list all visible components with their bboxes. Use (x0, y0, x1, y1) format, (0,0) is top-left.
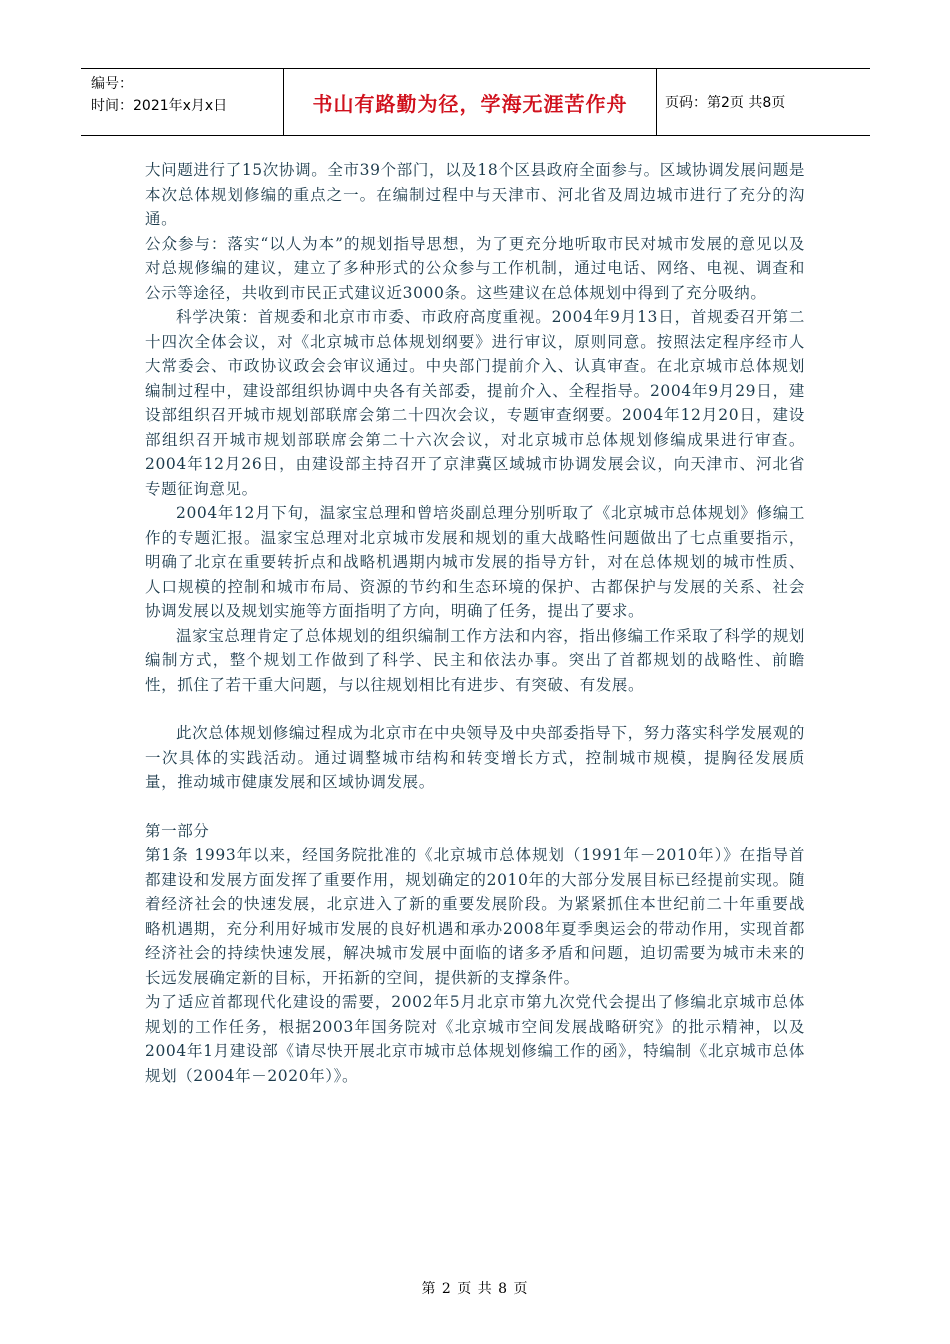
body-paragraph: 此次总体规划修编过程成为北京市在中央领导及中央部委指导下，努力落实科学发展观的一次具体的实践活动。通过调整城市结构和转变增长方式，控制城市规模，提胸径发展质量，推动城市健康发展和区域协调发展。 (145, 724, 805, 791)
body-paragraph: 科学决策：首规委和北京市市委、市政府高度重视。2004年9月13日，首规委召开第二十四次全体会议，对《北京城市总体规划纲要》进行审议，原则同意。按照法定程序经市人大常委会、市政协议政会会审议通过。中央部门提前介入、认真审查。在北京城市总体规划编制过程中，建设部组织协调中央各有关部委，提前介入、全程指导。2004年9月29日，建设部组织召开城市规划部联席会第二十四次会议，专题审查纲要。2004年12月20日，建设部组织召开城市规划部联席会第二十六次会议，对北京城市总体规划修编成果进行审查。2004年12月26日，由建设部主持召开了京津冀区域城市协调发展会议，向天津市、河北省专题征询意见。 (145, 308, 805, 498)
body-paragraph: 大问题进行了15次协调。全市39个部门，以及18个区县政府全面参与。区域协调发展问题是本次总体规划修编的重点之一。在编制过程中与天津市、河北省及周边城市进行了充分的沟通。 (145, 161, 805, 228)
page-footer: 第 2 页 共 8 页 (421, 1281, 529, 1297)
document-number-label: 编号： (91, 76, 133, 92)
body-paragraph: 为了适应首都现代化建设的需要，2002年5月北京市第九次党代会提出了修编北京城市总体规划的工作任务，根据2003年国务院对《北京城市空间发展战略研究》的批示精神，以及2004年1月建设部《请尽快开展北京市城市总体规划修编工作的函》，特编制《北京城市总体规划（2004年－2020年）》。 (145, 993, 805, 1085)
header-motto-cell (283, 69, 657, 135)
header-motto: 书山有路勤为径，学海无涯苦作舟 (312, 91, 628, 116)
header-meta (81, 69, 283, 135)
body-paragraph: 温家宝总理肯定了总体规划的组织编制工作方法和内容，指出修编工作采取了科学的规划编制方式，整个规划工作做到了科学、民主和依法办事。突出了首都规划的战略性、前瞻性，抓住了若干重大问题，与以往规划相比有进步、有突破、有发展。 (145, 626, 805, 694)
body-paragraph: 第1条 1993年以来，经国务院批准的《北京城市总体规划（1991年－2010年）》在指导首都建设和发展方面发挥了重要作用，规划确定的2010年的大部分发展目标已经提前实现。随着经济社会的快速发展，北京进入了新的重要发展阶段。为紧紧抓住本世纪前二十年重要战略机遇期，充分利用好城市发展的良好机遇和承办2008年夏季奥运会的带动作用，实现首都经济社会的持续快速发展，解决城市发展中面临的诸多矛盾和问题，迫切需要为城市未来的长远发展确定新的目标，开拓新的空间，提供新的支撑条件。 (145, 846, 805, 987)
document-body (145, 158, 805, 1088)
section-heading: 第一部分 (145, 821, 210, 840)
paragraph-gap (145, 795, 805, 819)
header-page-cell (657, 69, 870, 135)
paragraph-gap (145, 697, 805, 721)
page-header (81, 68, 870, 136)
header-page-number: 页码：第2页 共8页 (665, 95, 786, 111)
document-date-label: 时间：2021年x月x日 (91, 98, 228, 114)
body-paragraph: 2004年12月下旬，温家宝总理和曾培炎副总理分别听取了《北京城市总体规划》修编工作的专题汇报。温家宝总理对北京城市发展和规划的重大战略性问题做出了七点重要指示，明确了北京在重要转折点和战略机遇期内城市发展的指导方针，对在总体规划的城市性质、人口规模的控制和城市布局、资源的节约和生态环境的保护、古都保护与发展的关系、社会协调发展以及规划实施等方面指明了方向，明确了任务，提出了要求。 (145, 504, 805, 620)
body-paragraph: 公众参与：落实“以人为本”的规划指导思想，为了更充分地听取市民对城市发展的意见以及对总规修编的建议，建立了多种形式的公众参与工作机制，通过电话、网络、电视、调查和公示等途径，共收到市民正式建议近3000条。这些建议在总体规划中得到了充分吸纳。 (145, 234, 805, 302)
